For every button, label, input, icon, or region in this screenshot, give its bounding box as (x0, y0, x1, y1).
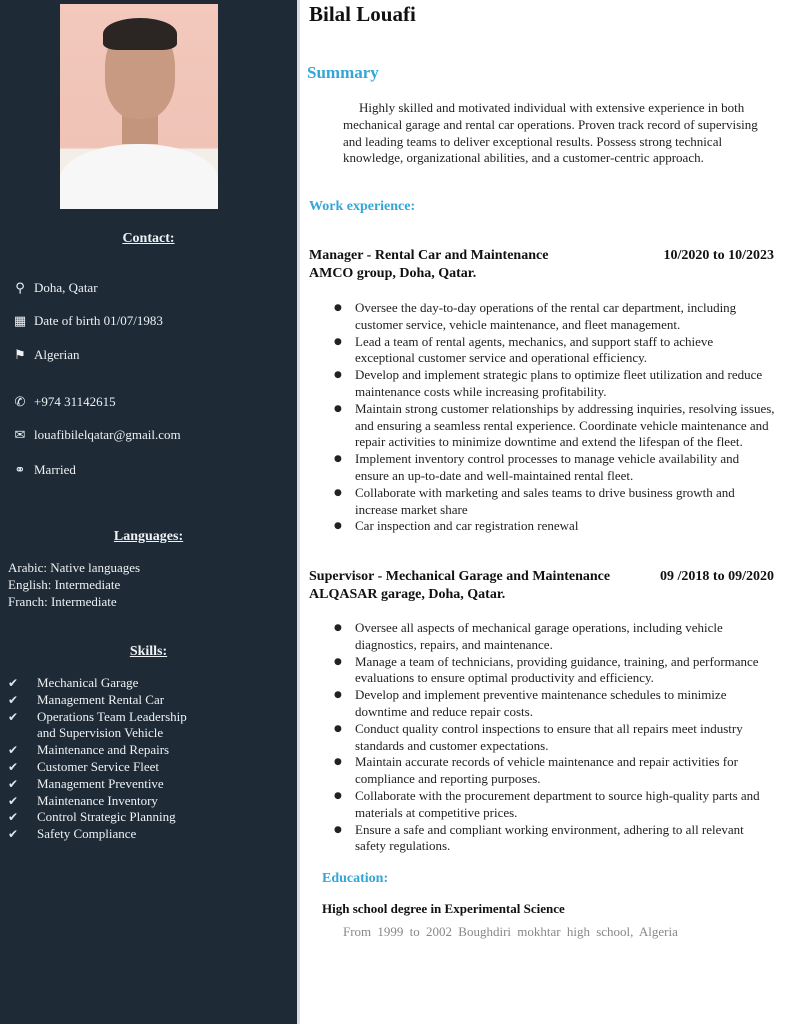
job-company: ALQASAR garage, Doha, Qatar. (309, 587, 506, 602)
skill-item: and Supervision Vehicle (37, 725, 164, 741)
list-item: ● Car inspection and car registration renewal (334, 518, 579, 534)
summary-text: Highly skilled and motivated individual with extensive experience in both mechanical garage and rental car operations. Proven track record of supervising and leading teams to deliver exceptional results. Possess strong technical knowledge, organizational abilities, and a customer-centric approach. (343, 100, 758, 166)
checkmark-icon: ✔ (8, 692, 19, 707)
contact-email (12, 427, 181, 443)
job-dates: 10/2020 to 10/2023 (663, 248, 774, 263)
list-item: ● Oversee all aspects of mechanical garage operations, including vehicle diagnostics, repairs, and maintenance. (334, 620, 723, 652)
skill-item: ✔ Management Preventive (8, 775, 164, 791)
list-item: ● Conduct quality control inspections to ensure that all repairs meet industry standards and customer expectations. (334, 720, 743, 753)
checkmark-icon: ✔ (8, 793, 19, 808)
rings-icon: ⚭ (14, 462, 26, 478)
job-title-row (309, 248, 774, 264)
education-heading: Education: (322, 871, 389, 886)
checkmark-icon: ✔ (8, 776, 19, 791)
skills-list (8, 675, 187, 843)
location-text: Doha, Qatar (34, 280, 98, 295)
email-icon: ✉ (14, 427, 26, 443)
skill-item: ✔ Maintenance and Repairs (8, 742, 170, 758)
list-item: ● Collaborate with the procurement department to source high-quality parts and materials at competitive prices. (334, 787, 760, 820)
summary-heading: Summary (307, 63, 379, 82)
skill-item: ✔ Control Strategic Planning (8, 809, 176, 825)
skill-item: ✔ Customer Service Fleet (8, 758, 160, 774)
job-company: AMCO group, Doha, Qatar. (309, 266, 477, 281)
checkmark-icon: ✔ (8, 759, 19, 774)
skill-item: ✔ Management Rental Car (8, 691, 165, 707)
education-degree: High school degree in Experimental Science (322, 901, 565, 916)
map-pin-icon: ⚲ (15, 280, 25, 296)
profile-photo (60, 4, 218, 209)
contact-heading: Contact: (122, 231, 175, 246)
skills-heading: Skills: (129, 644, 168, 659)
list-item: ● Collaborate with marketing and sales teams to drive business growth and increase market share (334, 484, 735, 517)
language-english: English: Intermediate (8, 577, 121, 592)
calendar-icon: ▦ (13, 313, 27, 329)
birthdate-text: Date of birth 01/07/1983 (34, 313, 163, 328)
email-text[interactable]: louafibilelqatar@gmail.com (34, 427, 181, 442)
phone-text[interactable]: +974 31142615 (34, 394, 116, 409)
checkmark-icon: ✔ (8, 743, 19, 758)
phone-icon: ✆ (14, 394, 26, 410)
list-item: ● Ensure a safe and compliant working environment, adhering to all relevant safety regulations. (334, 821, 744, 854)
language-french: Franch: Intermediate (8, 594, 117, 609)
job-duties-list (330, 300, 775, 535)
contact-birthdate (12, 313, 163, 329)
flag-icon: ⚑ (14, 347, 26, 363)
contact-marital (12, 462, 76, 478)
list-item: ● Maintain strong customer relationships by addressing inquiries, resolving issues, and ensuring a seamless rental experience. Coordinate vehicle maintenance and repair activities to minimize downtime and extend the lifespan of the fleet. (334, 400, 775, 450)
list-item: ● Implement inventory control processes to manage vehicle availability and ensure an up-to-date and well-maintained rental fleet. (334, 451, 740, 483)
candidate-name: Bilal Louafi (309, 2, 416, 26)
job-title: Manager - Rental Car and Maintenance (309, 248, 549, 263)
work-experience-heading: Work experience: (309, 199, 416, 214)
list-item: ● Lead a team of rental agents, mechanics, and support staff to achieve exceptional customer service and operational efficiency. (334, 333, 714, 366)
checkmark-icon: ✔ (8, 709, 19, 724)
list-item: ● Oversee the day-to-day operations of the rental car department, including customer service, vehicle maintenance, and fleet management. (334, 300, 737, 332)
skill-item: ✔ Operations Team Leadership (8, 708, 187, 724)
contact-location (12, 280, 98, 296)
contact-nationality (12, 347, 79, 363)
list-item: ● Develop and implement strategic plans to optimize fleet utilization and reduce maintenance costs while increasing profitability. (334, 367, 763, 399)
list-item: ● Maintain accurate records of vehicle maintenance and repair activities for compliance and reporting purposes. (334, 754, 738, 787)
education-detail: From 1999 to 2002 Boughdiri mokhtar high school, Algeria (343, 924, 678, 939)
job-title-row (309, 569, 774, 585)
job-duties-list (330, 620, 775, 855)
language-arabic: Arabic: Native languages (8, 560, 141, 575)
skill-item: ✔ Mechanical Garage (8, 675, 139, 690)
job-dates: 09 /2018 to 09/2020 (660, 569, 774, 584)
list-item: ● Develop and implement preventive maintenance schedules to minimize downtime and reduce repair costs. (334, 687, 727, 719)
checkmark-icon: ✔ (8, 676, 19, 690)
nationality-text: Algerian (34, 347, 80, 362)
skill-item: ✔ Safety Compliance (8, 826, 137, 842)
contact-phone (12, 394, 116, 410)
checkmark-icon: ✔ (8, 827, 19, 842)
column-divider (297, 0, 300, 1024)
checkmark-icon: ✔ (8, 810, 19, 825)
sidebar (0, 0, 297, 1024)
job-title: Supervisor - Mechanical Garage and Maintenance (309, 569, 611, 584)
skill-item: ✔ Maintenance Inventory (8, 792, 158, 808)
languages-heading: Languages: (113, 529, 184, 544)
list-item: ● Manage a team of technicians, providing guidance, training, and performance evaluations to ensure optimal productivity and efficiency. (334, 653, 759, 686)
marital-text: Married (34, 462, 76, 477)
